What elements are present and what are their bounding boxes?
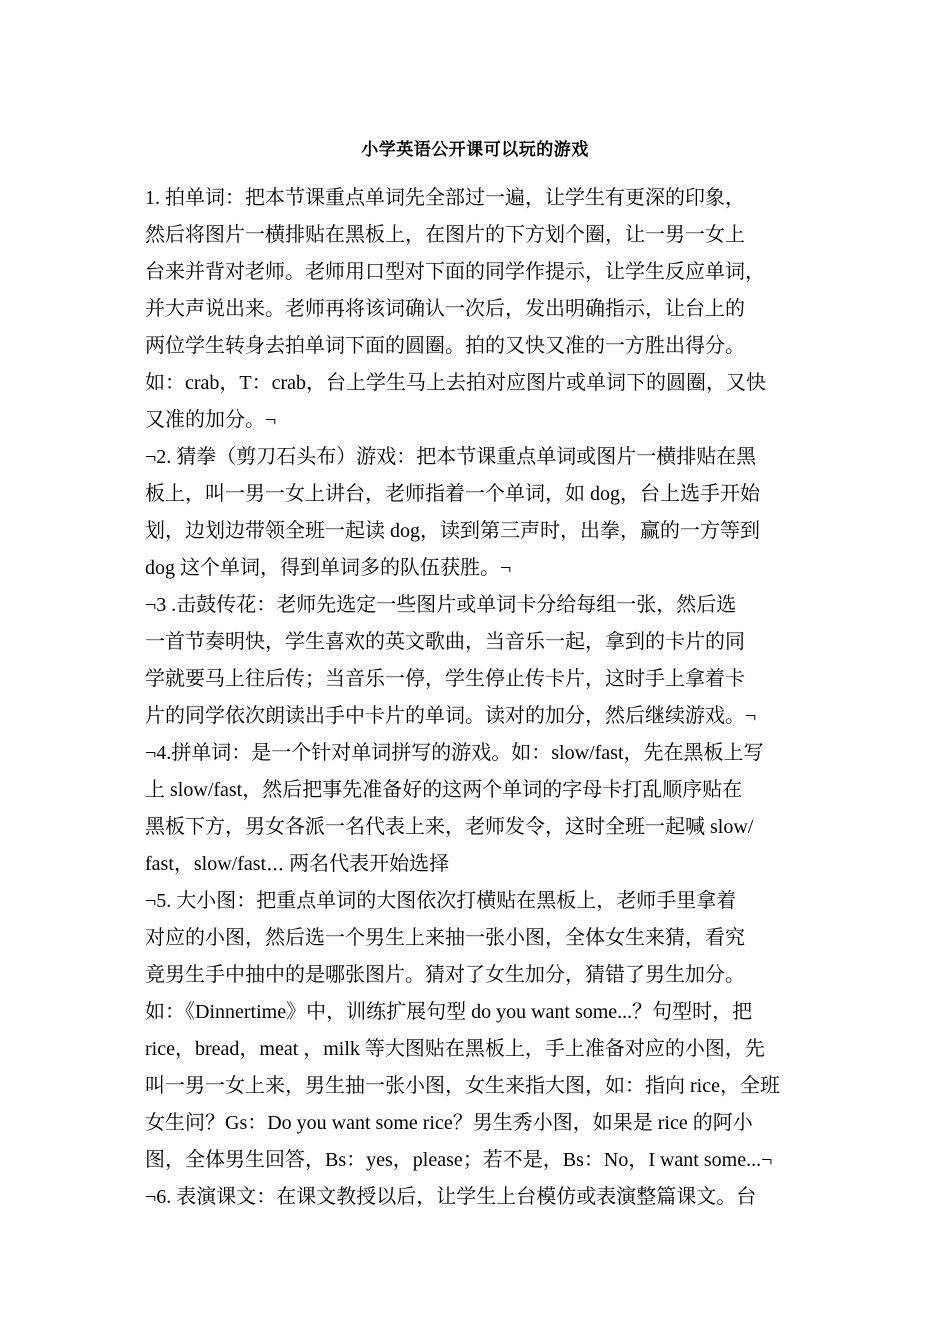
body-line: 台来并背对老师。老师用口型对下面的同学作提示，让学生反应单词， [145, 261, 765, 283]
body-line: 黑板下方，男女各派一名代表上来，老师发令，这时全班一起喊 slow/ [145, 816, 754, 838]
body-line: 并大声说出来。老师再将该词确认一次后，发出明确指示，让台上的 [145, 298, 745, 320]
body-line: ¬4.拼单词：是一个针对单词拼写的游戏。如：slow/fast，先在黑板上写 [145, 742, 764, 764]
body-line: ¬2. 猜拳（剪刀石头布）游戏：把本节课重点单词或图片一横排贴在黑 [145, 446, 757, 468]
body-line: 上 slow/fast，然后把事先准备好的这两个单词的字母卡打乱顺序贴在 [145, 779, 743, 801]
body-line: 片的同学依次朗读出手中卡片的单词。读对的加分，然后继续游戏。¬ [145, 705, 757, 727]
body-line: 两位学生转身去拍单词下面的圆圈。拍的又快又准的一方胜出得分。 [145, 335, 745, 357]
body-line: 一首节奏明快，学生喜欢的英文歌曲，当音乐一起，拿到的卡片的同 [145, 631, 745, 653]
body-line: 对应的小图，然后选一个男生上来抽一张小图，全体女生来猜，看究 [145, 927, 745, 949]
document-title: 小学英语公开课可以玩的游戏 [361, 140, 589, 160]
body-line: rice，bread，meat ，milk 等大图贴在黑板上，手上准备对应的小图，先 [145, 1038, 765, 1060]
body-line: 学就要马上往后传；当音乐一停，学生停止传卡片，这时手上拿着卡 [145, 668, 745, 690]
body-line: 竟男生手中抽中的是哪张图片。猜对了女生加分，猜错了男生加分。 [145, 964, 745, 986]
body-line: ¬5. 大小图：把重点单词的大图依次打横贴在黑板上，老师手里拿着 [145, 890, 737, 912]
body-line: dog 这个单词，得到单词多的队伍获胜。¬ [145, 557, 512, 579]
body-line: 如：crab，T：crab，台上学生马上去拍对应图片或单词下的圆圈，又快 [145, 372, 767, 394]
body-line: 如：《Dinnertime》中，训练扩展句型 do you want some...？句型时，把 [145, 1001, 753, 1023]
document-body [145, 180, 815, 1216]
body-line: 叫一男一女上来，男生抽一张小图，女生来指大图，如：指向 rice，全班 [145, 1075, 780, 1097]
body-line: 女生问？Gs：Do you want some rice？男生秀小图，如果是 rice 的阿小 [145, 1112, 753, 1134]
body-line: 然后将图片一横排贴在黑板上，在图片的下方划个圈，让一男一女上 [145, 224, 745, 246]
body-line: ¬6. 表演课文：在课文教授以后，让学生上台模仿或表演整篇课文。台 [145, 1186, 757, 1208]
body-line: 1. 拍单词：把本节课重点单词先全部过一遍，让学生有更深的印象， [145, 187, 745, 209]
body-line: 图，全体男生回答，Bs：yes，please；若不是，Bs：No，I want some...¬ [145, 1149, 773, 1171]
body-line: 又准的加分。¬ [145, 409, 277, 431]
body-line: fast，slow/fast⋯ 两名代表开始选择 [145, 853, 450, 875]
body-line: 板上，叫一男一女上讲台，老师指着一个单词，如 dog，台上选手开始 [145, 483, 760, 505]
body-line: 划，边划边带领全班一起读 dog，读到第三声时，出拳，赢的一方等到 [145, 520, 760, 542]
body-line: ¬3 .击鼓传花：老师先选定一些图片或单词卡分给每组一张，然后选 [145, 594, 737, 616]
